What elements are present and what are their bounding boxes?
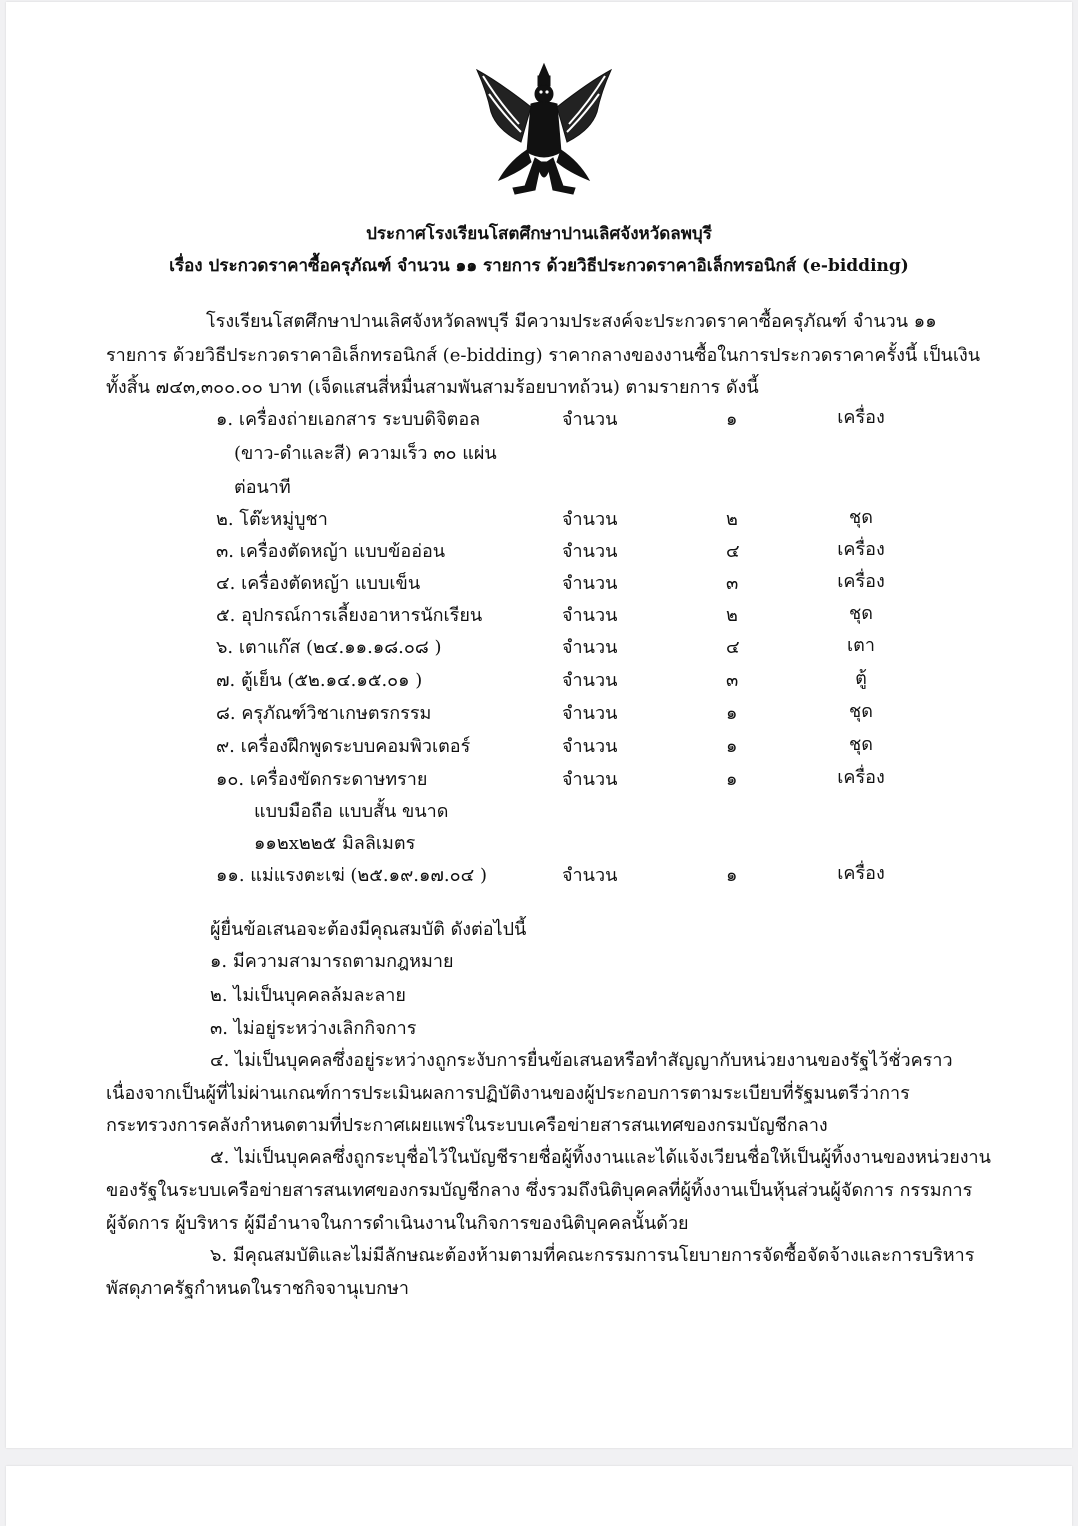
item-unit: เตา: [847, 635, 875, 656]
document-page: [6, 2, 1072, 1448]
item-name: ๙. เครื่องฝึกพูดระบบคอมพิวเตอร์: [216, 736, 471, 757]
item-qty: ๑: [726, 409, 738, 430]
item-qty-label: จำนวน: [562, 637, 618, 658]
item-qty: ๓: [726, 670, 739, 691]
qualification-item: เนื่องจากเป็นผู้ที่ไม่ผ่านเกณฑ์การประเมินผลการปฏิบัติงานของผู้ประกอบการตามระเบียบที่รัฐมนตรีว่าการ: [106, 1083, 910, 1104]
item-name: ๘. ครุภัณฑ์วิชาเกษตรกรรม: [216, 703, 432, 724]
announcement-title: ประกาศโรงเรียนโสตศึกษาปานเลิศจังหวัดลพบุรี: [366, 224, 712, 244]
item-qty-label: จำนวน: [562, 509, 618, 530]
item-unit: ชุด: [849, 603, 873, 624]
item-qty-label: จำนวน: [562, 703, 618, 724]
item-qty: ๑: [726, 865, 738, 886]
garuda-emblem-icon: [469, 62, 619, 202]
item-name-extra: (ขาว-ดำและสี) ความเร็ว ๓๐ แผ่น: [234, 443, 497, 464]
item-name-extra: ต่อนาที: [234, 477, 291, 498]
item-name: ๑. เครื่องถ่ายเอกสาร ระบบดิจิตอล: [216, 409, 481, 430]
item-unit: เครื่อง: [837, 539, 885, 560]
item-qty-label: จำนวน: [562, 865, 618, 886]
item-qty-label: จำนวน: [562, 409, 618, 430]
item-qty: ๑: [726, 703, 738, 724]
item-name-extra: ๑๑๒x๒๒๕ มิลลิเมตร: [254, 833, 416, 854]
item-name: ๔. เครื่องตัดหญ้า แบบเข็น: [216, 573, 421, 594]
qualification-item: ๒. ไม่เป็นบุคคลล้มละลาย: [210, 985, 406, 1006]
qualifications-heading: ผู้ยื่นข้อเสนอจะต้องมีคุณสมบัติ ดังต่อไปนี้: [210, 919, 527, 940]
item-unit: เครื่อง: [837, 767, 885, 788]
qualification-item: ผู้จัดการ ผู้บริหาร ผู้มีอำนาจในการดำเนินงานในกิจการของนิติบุคคลนั้นด้วย: [106, 1213, 689, 1234]
item-qty-label: จำนวน: [562, 769, 618, 790]
item-qty: ๔: [726, 637, 740, 658]
item-unit: เครื่อง: [837, 407, 885, 428]
qualification-item: ๓. ไม่อยู่ระหว่างเลิกกิจการ: [210, 1018, 417, 1039]
item-name: ๗. ตู้เย็น (๕๒.๑๔.๑๕.๐๑ ): [216, 670, 423, 691]
qualification-item: ๔. ไม่เป็นบุคคลซึ่งอยู่ระหว่างถูกระงับการยื่นข้อเสนอหรือทำสัญญากับหน่วยงานของรัฐไว้ชั่วคราว: [210, 1050, 953, 1071]
item-qty: ๓: [726, 573, 739, 594]
qualification-item: ๑. มีความสามารถตามกฎหมาย: [210, 951, 454, 972]
item-unit: เครื่อง: [837, 863, 885, 884]
item-name: ๑๑. แม่แรงตะเฆ่ (๒๕.๑๙.๑๗.๐๔ ): [216, 865, 488, 886]
item-qty-label: จำนวน: [562, 573, 618, 594]
intro-line: รายการ ด้วยวิธีประกวดราคาอิเล็กทรอนิกส์ (e-bidding) ราคากลางของงานซื้อในการประกวดราคาครั้งนี้ เป็นเงิน: [106, 345, 981, 366]
announcement-subject: เรื่อง ประกวดราคาซื้อครุภัณฑ์ จำนวน ๑๑ รายการ ด้วยวิธีประกวดราคาอิเล็กทรอนิกส์ (e-bidding): [169, 256, 909, 276]
item-name: ๑๐. เครื่องขัดกระดาษทราย: [216, 769, 428, 790]
item-unit: ชุด: [849, 507, 873, 528]
intro-line: ทั้งสิ้น ๗๔๓,๓๐๐.๐๐ บาท (เจ็ดแสนสี่หมื่นสามพันสามร้อยบาทถ้วน) ตามรายการ ดังนี้: [106, 377, 759, 398]
item-qty-label: จำนวน: [562, 670, 618, 691]
intro-line: โรงเรียนโสตศึกษาปานเลิศจังหวัดลพบุรี มีความประสงค์จะประกวดราคาซื้อครุภัณฑ์ จำนวน ๑๑: [206, 311, 937, 332]
item-unit: ชุด: [849, 734, 873, 755]
next-page-preview: [6, 1466, 1072, 1526]
item-name: ๕. อุปกรณ์การเลี้ยงอาหารนักเรียน: [216, 605, 483, 626]
qualification-item: ของรัฐในระบบเครือข่ายสารสนเทศของกรมบัญชีกลาง ซึ่งรวมถึงนิติบุคคลที่ผู้ทิ้งงานเป็นหุ้นส่วนผู้จัดการ กรรมการ: [106, 1180, 973, 1201]
item-name: ๓. เครื่องตัดหญ้า แบบข้ออ่อน: [216, 541, 446, 562]
qualification-item: พัสดุภาครัฐกำหนดในราชกิจจานุเบกษา: [106, 1278, 409, 1299]
item-name: ๖. เตาแก๊ส (๒๔.๑๑.๑๘.๐๘ ): [216, 637, 442, 658]
item-qty: ๒: [726, 605, 738, 626]
qualification-item: ๖. มีคุณสมบัติและไม่มีลักษณะต้องห้ามตามที่คณะกรรมการนโยบายการจัดซื้อจัดจ้างและการบริหาร: [210, 1245, 975, 1266]
item-unit: ตู้: [855, 668, 867, 689]
item-qty-label: จำนวน: [562, 605, 618, 626]
item-name: ๒. โต๊ะหมู่บูชา: [216, 509, 328, 530]
item-qty-label: จำนวน: [562, 736, 618, 757]
item-qty: ๑: [726, 736, 738, 757]
item-qty: ๒: [726, 509, 738, 530]
item-qty: ๔: [726, 541, 740, 562]
item-qty: ๑: [726, 769, 738, 790]
qualification-item: กระทรวงการคลังกำหนดตามที่ประกาศเผยแพร่ในระบบเครือข่ายสารสนเทศของกรมบัญชีกลาง: [106, 1115, 828, 1136]
item-qty-label: จำนวน: [562, 541, 618, 562]
item-name-extra: แบบมือถือ แบบสั้น ขนาด: [254, 801, 449, 822]
item-unit: เครื่อง: [837, 571, 885, 592]
qualification-item: ๕. ไม่เป็นบุคคลซึ่งถูกระบุชื่อไว้ในบัญชีรายชื่อผู้ทิ้งงานและได้แจ้งเวียนชื่อให้เป็นผู้ทิ้งงานของหน่วยงาน: [210, 1147, 991, 1168]
item-unit: ชุด: [849, 701, 873, 722]
